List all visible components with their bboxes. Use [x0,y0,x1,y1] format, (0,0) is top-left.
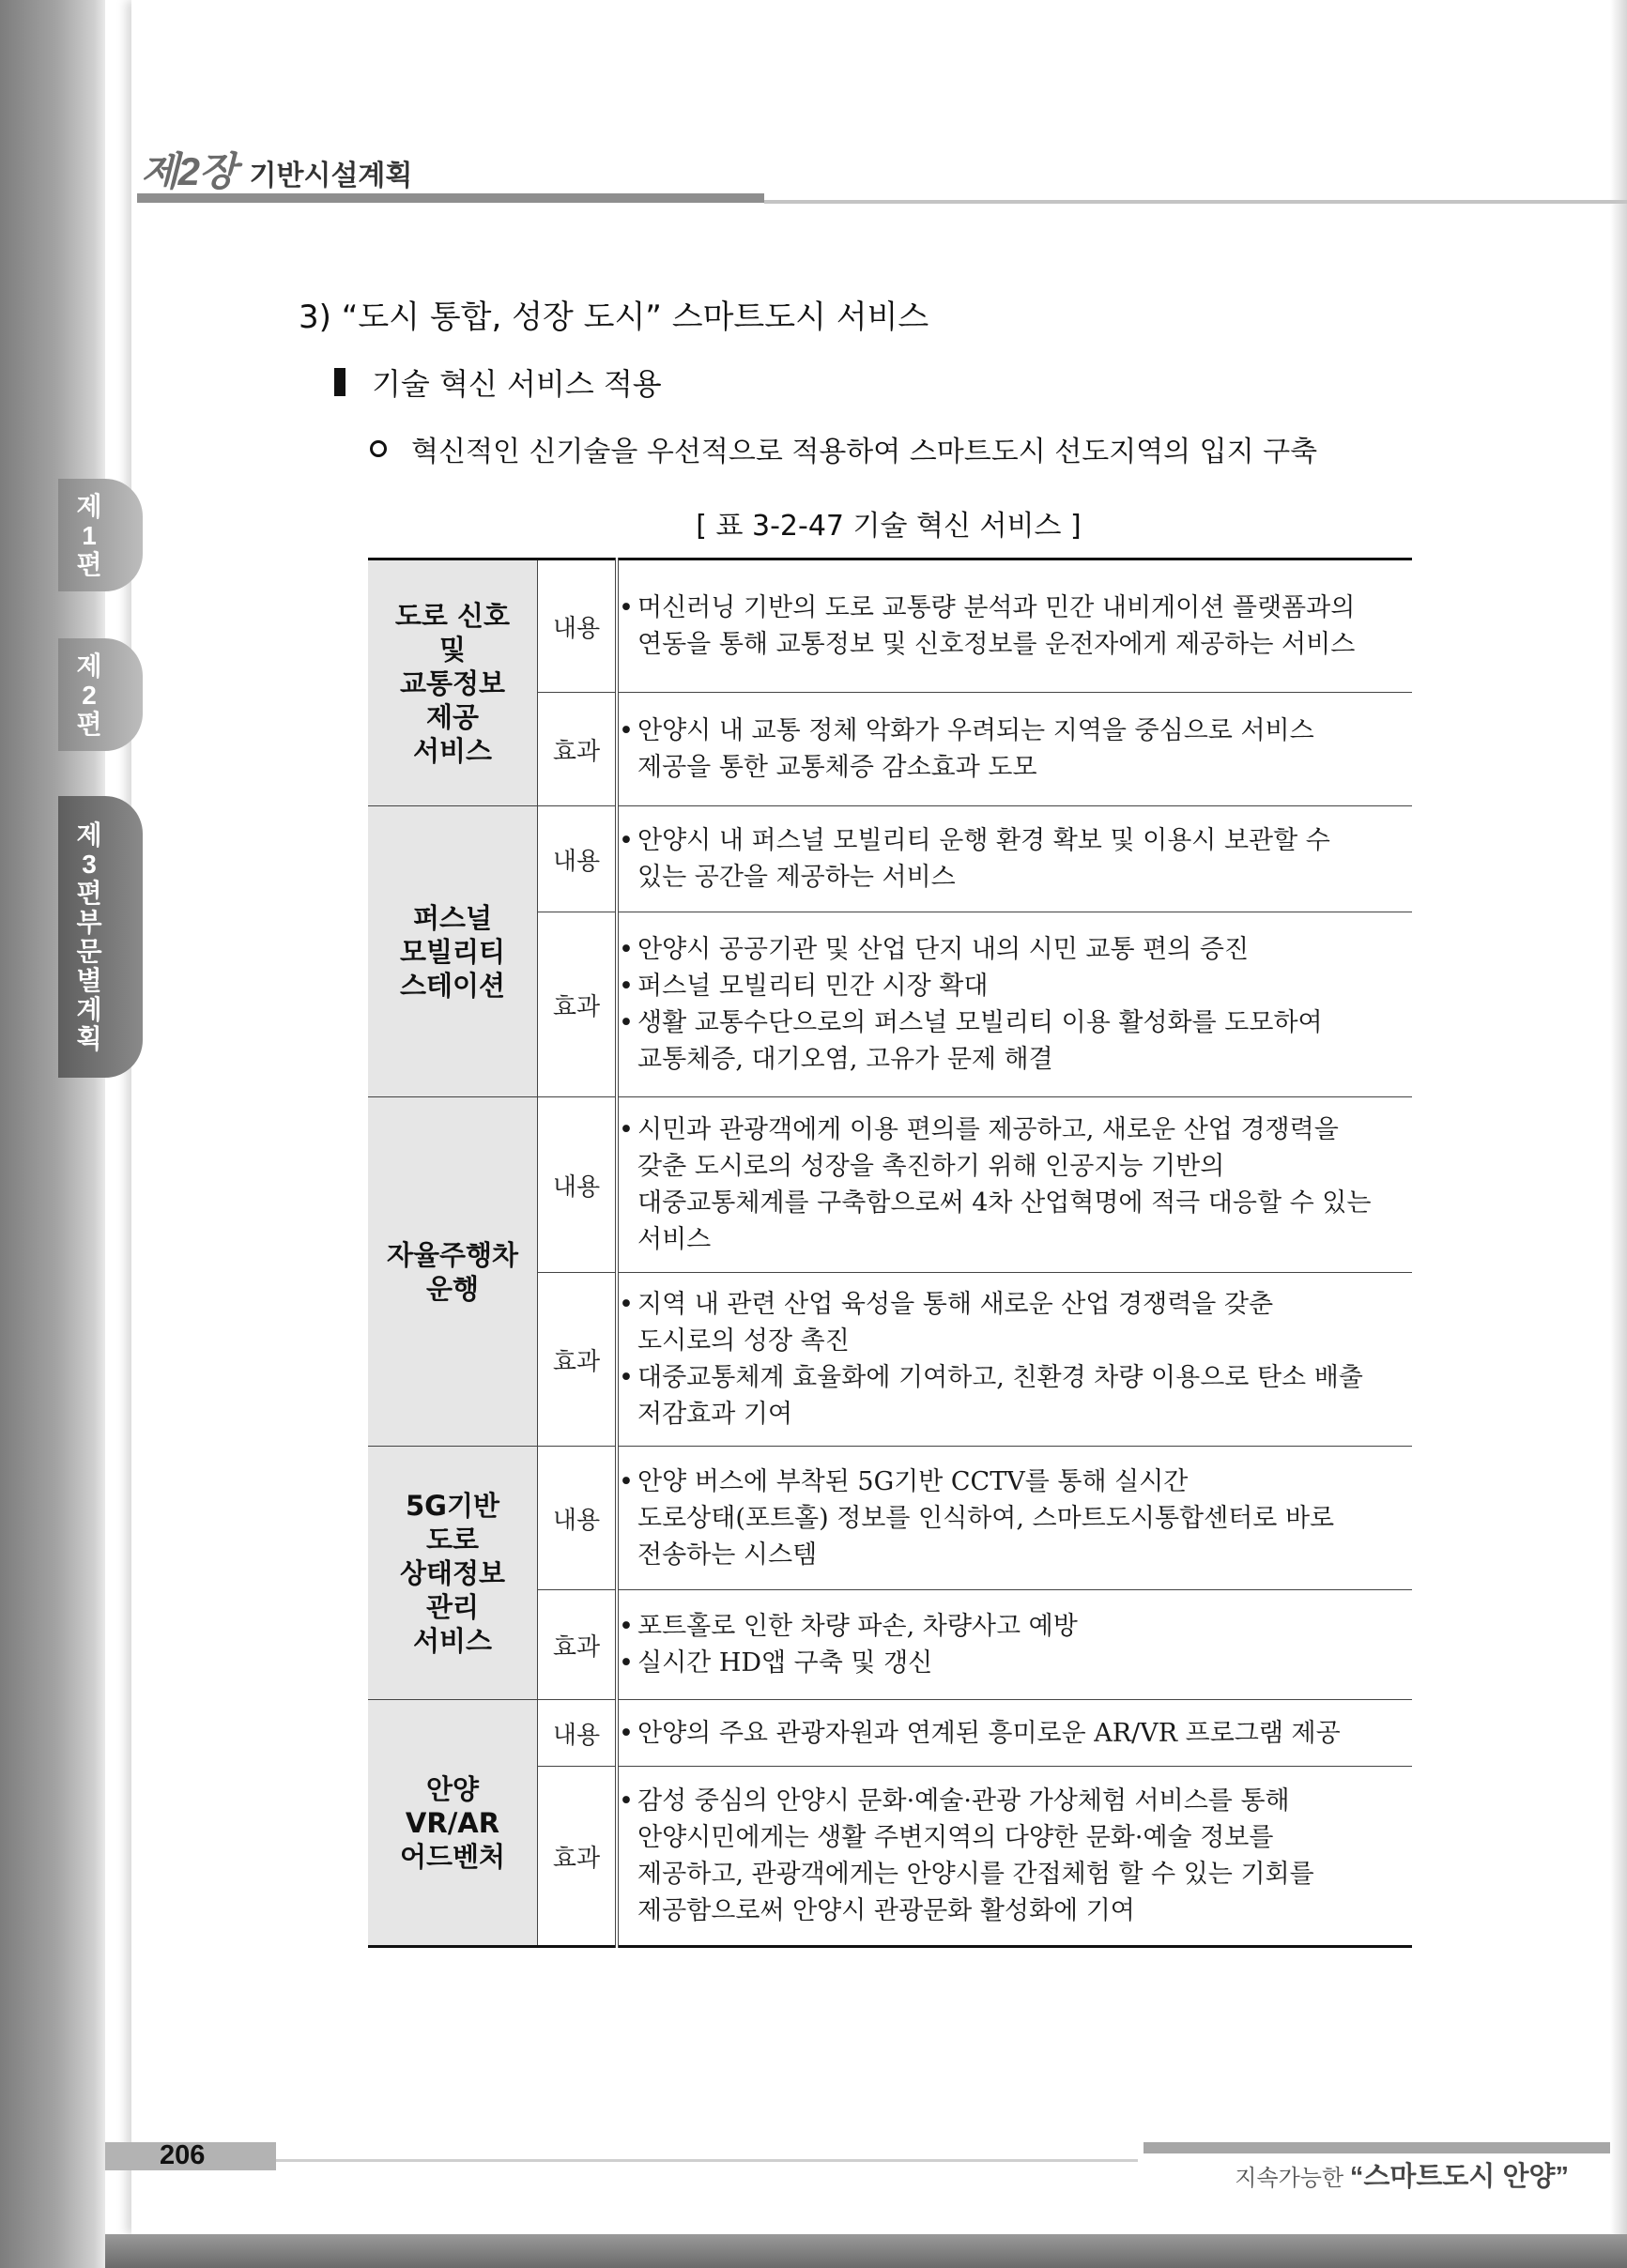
list-item [619,1286,1412,1359]
bullet-dot-icon: • [619,935,634,964]
subsection-label: 기술 혁신 서비스 적용 [372,366,662,402]
bullet-dot-icon: • [619,1290,634,1319]
list-item-text: 지역 내 관련 산업 육성을 통해 새로운 산업 경쟁력을 갖춘 도시로의 성장 촉진 [637,1290,1274,1356]
tab-part-1[interactable]: 제1편 [58,479,143,591]
chapter-title: 기반시설계획 [249,161,413,192]
list-item-text: 실시간 HD앱 구축 및 갱신 [637,1648,933,1678]
list-item-text: 대중교통체계 효율화에 기여하고, 친환경 차량 이용으로 탄소 배출 저감효과 기여 [637,1363,1363,1429]
bullet-dot-icon: • [619,593,634,622]
table-row [368,559,1412,693]
table-caption: [ 표 3-2-47 기술 혁신 서비스 ] [696,510,1082,543]
list-item [619,590,1412,663]
bullet-dot-icon: • [619,1718,634,1748]
service-name-cell [368,1447,538,1700]
list-item-text: 포트홀로 인한 차량 파손, 차량사고 예방 [637,1612,1078,1641]
effect-label: 효과 [538,912,618,1097]
bullet-dot-icon: • [619,1363,634,1392]
effect-cell [617,1590,1412,1700]
page-right-edge [1610,0,1627,2268]
effect-label: 효과 [538,1273,618,1447]
tab-part-2[interactable]: 제2편 [58,638,143,751]
bullet-dot-icon: • [619,826,634,855]
list-item-text: 안양 버스에 부착된 5G기반 CCTV를 통해 실시간 도로상태(포트홀) 정보를 인식하여, 스마트도시통합센터로 바로 전송하는 시스템 [637,1466,1335,1570]
list-item-text: 안양시 내 교통 정체 악화가 우려되는 지역을 중심으로 서비스 제공을 통한 교통체증 감소효과 도모 [637,716,1314,782]
service-name-cell [368,559,538,806]
effect-cell [617,912,1412,1097]
bullet-dot-icon: • [619,1466,634,1496]
subsection-title [334,360,662,404]
page-number: 206 [160,2140,206,2170]
list-item [619,931,1412,968]
square-marker-icon [334,368,345,396]
list-item-text: 시민과 관광객에게 이용 편의를 제공하고, 새로운 산업 경쟁력을 갖춘 도시로의 성장을 촉진하기 위해 인공지능 기반의 대중교통체계를 구축함으로써 4차 산업혁명에 적극 대응할 수 있는 서비스 [637,1115,1372,1254]
effect-label: 효과 [538,1767,618,1947]
list-item [619,822,1412,896]
content-cell [617,1700,1412,1767]
content-label: 내용 [538,1097,618,1273]
intro-bullet [370,428,1317,469]
service-table [368,558,1412,1948]
list-item [619,1463,1412,1573]
service-name-cell [368,1700,538,1947]
table-row [368,1097,1412,1273]
circle-bullet-icon [370,440,387,457]
page-bottom-shadow [105,2234,1627,2268]
intro-bullet-text: 혁신적인 신기술을 우선적으로 적용하여 스마트도시 선도지역의 입지 구축 [411,436,1318,468]
content-label: 내용 [538,1700,618,1767]
service-name-cell [368,806,538,1097]
list-item-text: 안양시 공공기관 및 산업 단지 내의 시민 교통 편의 증진 [637,935,1250,964]
section-title: 3) “도시 통합, 성장 도시” 스마트도시 서비스 [299,299,929,336]
list-item-text: 감성 중심의 안양시 문화·예술·관광 가상체험 서비스를 통해 안양시민에게는 생활 주변지역의 다양한 문화·예술 정보를 제공하고, 관광객에게는 안양시를 간접체험 할 수 있는 기회를 제공함으로써 안양시 관광문화 활성화에 기여 [637,1786,1314,1925]
list-item [619,1359,1412,1433]
content-label: 내용 [538,1447,618,1590]
service-name: 퍼스널 모빌리티 스테이션 [399,901,506,1002]
list-item [619,1783,1412,1929]
list-item-text: 안양시 내 퍼스널 모빌리티 운행 환경 확보 및 이용시 보관할 수 있는 공간을 제공하는 서비스 [637,826,1330,892]
chapter-number: 제2장 [141,149,237,193]
list-item [619,713,1412,786]
content-cell [617,559,1412,693]
content-label: 내용 [538,559,618,693]
list-item [619,968,1412,1004]
list-item [619,1004,1412,1078]
table-row [368,1447,1412,1590]
footer-slogan-main: “스마트도시 안양” [1349,2162,1569,2192]
content-label: 내용 [538,806,618,912]
footer-slogan-prefix: 지속가능한 [1235,2166,1344,2191]
footer-slogan [1235,2155,1569,2194]
content-cell [617,1097,1412,1273]
effect-label: 효과 [538,693,618,806]
table-row [368,806,1412,912]
bullet-dot-icon: • [619,1008,634,1037]
effect-label: 효과 [538,1590,618,1700]
bullet-dot-icon: • [619,1115,634,1144]
list-item [619,1715,1412,1752]
list-item-text: 퍼스널 모빌리티 민간 시장 확대 [637,972,989,1001]
list-item-text: 머신러닝 기반의 도로 교통량 분석과 민간 내비게이션 플랫폼과의 연동을 통해 교통정보 및 신호정보를 운전자에게 제공하는 서비스 [637,593,1356,659]
effect-cell [617,1767,1412,1947]
bullet-dot-icon: • [619,972,634,1001]
content-cell [617,1447,1412,1590]
list-item-text: 생활 교통수단으로의 퍼스널 모빌리티 이용 활성화를 도모하여 교통체증, 대기오염, 고유가 문제 해결 [637,1008,1323,1074]
list-item [619,1608,1412,1645]
bullet-dot-icon: • [619,1786,634,1816]
header-rule-light [764,200,1627,204]
bullet-dot-icon: • [619,1612,634,1641]
effect-cell [617,693,1412,806]
table-row [368,1700,1412,1767]
effect-cell [617,1273,1412,1447]
service-name: 자율주행차 운행 [386,1238,519,1305]
bullet-dot-icon: • [619,1648,634,1678]
chapter-header [141,150,412,197]
list-item [619,1111,1412,1258]
bullet-dot-icon: • [619,716,634,745]
header-rule [137,193,764,203]
tab-part-3[interactable]: 제3편 부문별 계획 [58,796,143,1078]
content-cell [617,806,1412,912]
list-item-text: 안양의 주요 관광자원과 연계된 흥미로운 AR/VR 프로그램 제공 [637,1718,1341,1748]
footer-rule [276,2159,1138,2162]
service-name-cell [368,1097,538,1447]
binder-edge [0,0,105,2268]
footer-rule-dark [1144,2142,1610,2153]
service-name: 안양 VR/AR 어드벤처 [399,1772,506,1873]
service-name: 5G기반 도로 상태정보 관리 서비스 [399,1489,506,1657]
service-name: 도로 신호 및 교통정보 제공 서비스 [394,599,511,767]
list-item [619,1645,1412,1681]
